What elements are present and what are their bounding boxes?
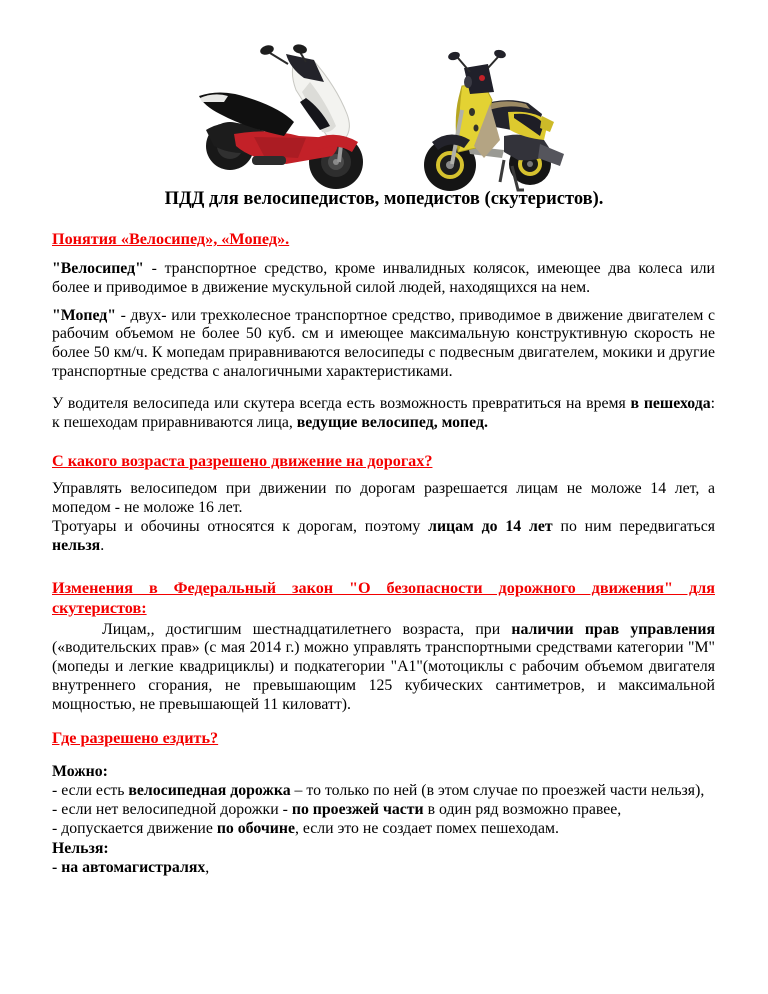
section-heading-where: Где разрешено ездить? <box>52 728 219 747</box>
bold-segment: - на автомагистралях <box>52 859 206 877</box>
text-segment: («водительских прав» (с мая 2014 г.) можно управлять транспортными средствами категории "М" (мопеды и легкие квадрициклы) и подкатегории "А1"(мотоциклы с рабочим объемом двигателя внутреннего сгорания, не превышающим 125 кубических сантиметров, и максимальной мощностью, не превышающей 11 киловатт). <box>52 639 715 713</box>
bold-segment: в пешехода <box>630 394 711 412</box>
text-segment: , если это не создает помех пешеходам. <box>294 820 559 838</box>
section-heading-age: С какого возраста разрешено движение на дорогах? <box>52 452 433 471</box>
text-segment: - транспортное средство, кроме инвалидных колясок, имеющее два колеса или более и приводимое в движение мускульной силой людей, находящихся на нем. <box>52 260 715 296</box>
list-item-bike-path <box>52 781 715 800</box>
text-segment: по ним передвигаться <box>552 517 716 535</box>
text-segment: – то только по ней (в этом случае по проезжей части нельзя), <box>290 781 705 799</box>
list-item-shoulder <box>52 819 715 838</box>
text-segment: - если есть <box>52 781 129 799</box>
where-allowed-block <box>52 762 715 878</box>
bold-segment: нельзя <box>52 536 101 554</box>
list-item-roadway <box>52 800 715 819</box>
bold-segment: по обочине <box>216 820 295 838</box>
text-segment: . <box>100 536 105 554</box>
paragraph-age-limits: Управлять велосипедом при движении по дорогам разрешается лицам не моложе 14 лет, а мопедом - не моложе 16 лет. <box>52 480 715 517</box>
headlight <box>464 76 472 88</box>
sport-scooter-image <box>194 42 394 194</box>
text-segment: - допускается движение <box>52 820 217 838</box>
bold-segment: велосипедная дорожка <box>128 781 291 799</box>
section-heading-law: Изменения в Федеральный закон "О безопасности дорожного движения" для скутеристов: <box>52 578 715 617</box>
bold-segment: по проезжей части <box>291 801 424 819</box>
header-images <box>0 40 768 198</box>
text-segment: Лицам,, достигшим шестнадцатилетнего возраста, при <box>102 620 512 638</box>
handlebar-red-detail <box>479 75 485 81</box>
allowed-label: Можно: <box>52 762 108 780</box>
text-segment: : к пешеходам приравниваются лица, <box>52 394 715 431</box>
shield-mark <box>469 108 475 116</box>
text-segment: Тротуары и обочины относятся к дорогам, поэтому <box>52 517 429 535</box>
text-segment: , <box>205 859 210 877</box>
shield-mark <box>474 125 479 132</box>
text-segment: - двух- или трехколесное транспортное средство, приводимое в движение двигателем с рабочим объемом не более 50 куб. см и имеющее максимальную конструктивную скорость не более 50 км/ч. К мопедам приравниваются велосипеды с подвесным двигателем, мокики и другие транспортные средства с аналогичными характеристиками. <box>52 306 715 380</box>
page-title: ПДД для велосипедистов, мопедистов (скутеристов). <box>164 189 604 209</box>
bold-segment: наличии прав управления <box>511 620 715 638</box>
paragraph-sidewalks <box>52 518 715 556</box>
yellow-scooter-image <box>412 48 567 198</box>
bold-segment: лицам до 14 лет <box>428 517 553 535</box>
forbidden-label: Нельзя: <box>52 839 109 857</box>
exhaust <box>252 156 286 165</box>
paragraph-bicycle-definition <box>52 260 715 298</box>
section-heading-concepts: Понятия «Велосипед», «Мопед». <box>52 230 290 248</box>
paragraph-law-details <box>52 621 715 715</box>
paragraph-moped-definition <box>52 307 715 382</box>
list-item-highways <box>52 858 715 877</box>
paragraph-pedestrian-rule <box>52 395 715 433</box>
text-segment: в один ряд возможно правее, <box>423 801 622 819</box>
term-moped: "Мопед" <box>52 306 117 324</box>
document-body <box>52 229 715 877</box>
frame-strut <box>500 160 504 182</box>
term-bicycle: "Велосипед" <box>52 260 144 277</box>
text-segment: - если нет велосипедной дорожки - <box>52 801 292 819</box>
paragraph-age-rules <box>52 480 715 555</box>
bold-segment: ведущие велосипед, мопед. <box>296 413 488 431</box>
text-segment: У водителя велосипеда или скутера всегда есть возможность превратиться на время <box>52 394 631 412</box>
